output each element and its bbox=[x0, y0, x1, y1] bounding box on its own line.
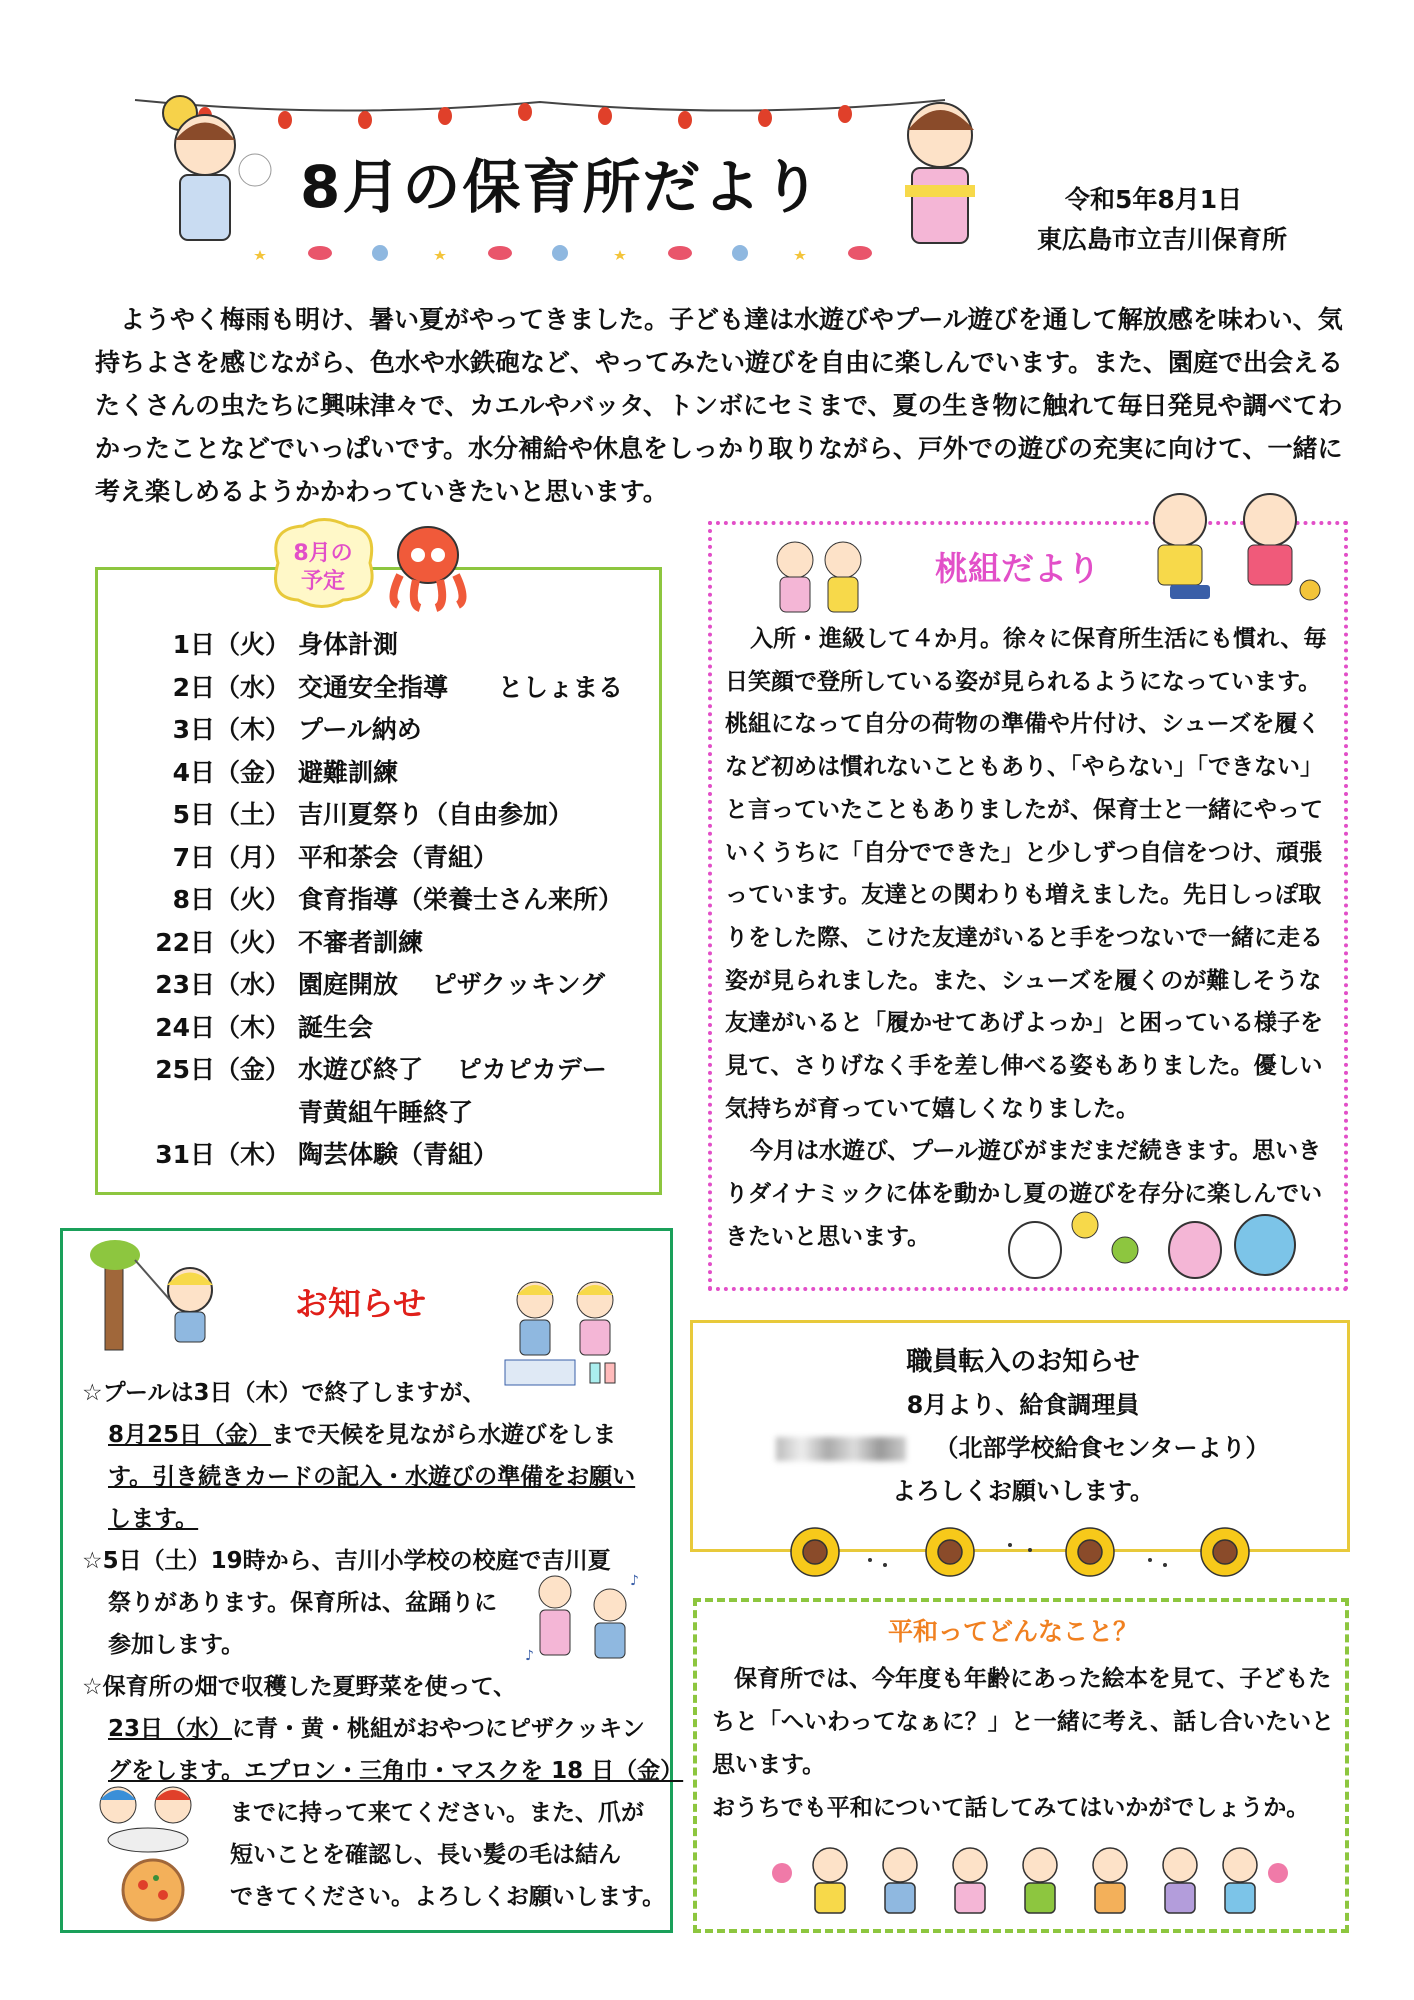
notice-line: できてください。よろしくお願いします。 bbox=[230, 1884, 666, 1910]
schedule-event: 避難訓練 bbox=[298, 757, 399, 787]
schedule-date: 8日（火） bbox=[172, 885, 290, 914]
schedule-event: 身体計測 bbox=[298, 630, 399, 659]
schedule-event: 青黄組午睡終了 bbox=[298, 1097, 474, 1127]
schedule-badge-line1: 8月の bbox=[293, 541, 353, 566]
peace-text bbox=[712, 1658, 1337, 1830]
schedule-date: 2日（水） bbox=[172, 672, 290, 702]
issue-date: 令和5年8月1日 bbox=[1065, 185, 1243, 214]
notice-line: ☆保育所の畑で収穫した夏野菜を使って、 bbox=[82, 1674, 517, 1700]
notice-title: お知らせ bbox=[295, 1284, 427, 1323]
notice-line bbox=[108, 1708, 645, 1751]
schedule-event: プール納め bbox=[298, 715, 422, 744]
schedule-event: 吉川夏祭り（自由参加） bbox=[298, 800, 574, 829]
bon-dance-children-illustration-icon bbox=[520, 1570, 645, 1665]
peace-paragraph: 保育所では、今年度も年齢にあった絵本を見て、子どもたちと「へいわってなぁに？」と一緒に考え、話し合いたいと思います。 bbox=[712, 1666, 1335, 1778]
momo-paragraph: 入所・進級して４か月。徐々に保育所生活にも慣れ、毎日笑顔で登所している姿が見られるようになっています。桃組になって自分の荷物の準備や片付け、シューズを履くなど初めは慣れないこともあり、「やらない」「できない」と言っていたこともありましたが、保育士と一緒にやっていくうちに「自分でできた」と少しずつ自信をつけ、頑張っています。友達との関わりも増えました。先日しっぽ取りをした際、こけた友達がいると手をつないで一緒に走る姿が見られました。また、シューズを履くのが難しそうな友達がいると「履かせてあげよっか」と困っている様子を見て、さりげなく手を差し伸べる姿もありました。優しい気持ちが育っていて嬉しくなりました。 bbox=[725, 626, 1327, 1122]
children-playing-illustration-icon bbox=[1130, 485, 1340, 605]
schedule-event: 不審者訓練 bbox=[298, 927, 424, 957]
notice-line: 参加します。 bbox=[108, 1632, 245, 1658]
redacted-name bbox=[776, 1437, 906, 1461]
notice-line: ☆5日（土）19時から、吉川小学校の校庭で吉川夏 bbox=[82, 1548, 611, 1574]
schedule-event: 交通安全指導 としょまる bbox=[298, 672, 624, 702]
festival-decoration-icon bbox=[220, 235, 900, 265]
notice-line: までに持って来てください。また、爪が bbox=[230, 1800, 644, 1826]
svg-text:♪: ♪ bbox=[525, 1648, 534, 1664]
child-catching-bugs-illustration-icon bbox=[95, 1240, 240, 1355]
schedule-date: 23日（水） bbox=[155, 970, 290, 999]
notice-text: まで天候を見ながら水遊びをしま bbox=[271, 1422, 617, 1448]
page-title: 8月の保育所だより bbox=[300, 153, 823, 221]
water-play-animals-illustration-icon bbox=[995, 1205, 1305, 1285]
staff-notice-line bbox=[693, 1428, 1353, 1463]
schedule-date: 5日（土） bbox=[172, 800, 290, 829]
staff-notice-line: 8月より、給食調理員 bbox=[906, 1391, 1140, 1419]
notice-date-highlight: 23日（水） bbox=[108, 1716, 233, 1742]
school-name: 東広島市立吉川保育所 bbox=[1037, 225, 1288, 254]
schedule-date: 22日（火） bbox=[155, 927, 290, 957]
notice-line bbox=[108, 1414, 616, 1457]
notice-line: す。引き続きカードの記入・水遊びの準備をお願い bbox=[108, 1464, 636, 1490]
intro-paragraph: ようやく梅雨も明け、暑い夏がやってきました。子ども達は水遊びやプール遊びを通して解放感を味わい、気持ちよさを感じながら、色水や水鉄砲など、やってみたい遊びを自由に楽しんでいます。また、園庭で出会えるたくさんの虫たちに興味津々で、カエルやバッタ、トンボにセミまで、夏の生き物に触れて毎日発見や調べてわかったことなどでいっぱいです。水分補給や休息をしっかり取りながら、戸外での遊びの充実に向けて、一緒に考え楽しめるようかかわっていきたいと思います。 bbox=[95, 305, 1344, 506]
peace-title: 平和ってどんなこと？ bbox=[888, 1617, 1139, 1646]
schedule-date: 7日（月） bbox=[172, 842, 290, 872]
schedule-date: 1日（火） bbox=[172, 630, 290, 659]
svg-text:♪: ♪ bbox=[630, 1573, 639, 1589]
notice-text: に青・黄・桃組がおやつにピザクッキン bbox=[232, 1716, 645, 1742]
staff-notice-origin: （北部学校給食センターより） bbox=[934, 1434, 1270, 1462]
schedule-event: 誕生会 bbox=[298, 1012, 374, 1042]
schedule-event: 陶芸体験（青組） bbox=[298, 1140, 499, 1169]
sunflower-row-icon bbox=[770, 1525, 1270, 1580]
notice-line: ☆プールは3日（木）で終了しますが、 bbox=[82, 1380, 486, 1406]
schedule-event: 水遊び終了 ピカピカデー bbox=[298, 1055, 607, 1084]
schedule-event: 平和茶会（青組） bbox=[298, 842, 499, 872]
schedule-date: 24日（木） bbox=[155, 1012, 290, 1042]
staff-notice-title: 職員転入のお知らせ bbox=[906, 1347, 1140, 1377]
staff-notice-line: よろしくお願いします。 bbox=[891, 1477, 1155, 1505]
toddlers-illustration-icon bbox=[765, 535, 875, 615]
notice-line: グをします。エプロン・三角巾・マスクを 18 日（金） bbox=[108, 1758, 684, 1784]
schedule-date: 4日（金） bbox=[172, 757, 290, 787]
schedule-date: 25日（金） bbox=[155, 1055, 290, 1084]
peace-paragraph: おうちでも平和について話してみてはいかがでしょうか。 bbox=[712, 1795, 1310, 1821]
schedule-event: 食育指導（栄養士さん来所） bbox=[298, 885, 624, 914]
staff-notice-box bbox=[690, 1320, 1350, 1552]
notice-line: 祭りがあります。保育所は、盆踊りに bbox=[108, 1590, 498, 1616]
momo-paragraph: 今月は水遊び、プール遊びがまだまだ続きます。思いきりダイナミックに体を動かし夏の遊びを存分に楽しんでいきたいと思います。 bbox=[725, 1138, 1323, 1250]
schedule-badge-line2: 予定 bbox=[300, 569, 346, 594]
schedule-date: 3日（木） bbox=[172, 715, 290, 744]
momo-class-title: 桃組だより bbox=[935, 549, 1100, 588]
notice-line: します。 bbox=[108, 1506, 199, 1532]
octopus-icon bbox=[378, 520, 478, 610]
pizza-cooking-illustration-icon bbox=[78, 1780, 228, 1920]
notice-date-highlight: 8月25日（金） bbox=[108, 1422, 272, 1448]
notice-line: 短いことを確認し、長い髪の毛は結ん bbox=[230, 1842, 621, 1868]
schedule-event: 園庭開放 ピザクッキング bbox=[298, 970, 605, 999]
schedule-badge-icon bbox=[268, 518, 378, 608]
schedule-date: 31日（木） bbox=[155, 1140, 290, 1169]
intro-text bbox=[95, 298, 1345, 513]
children-color-water-illustration-icon bbox=[500, 1275, 635, 1390]
children-holding-hands-icon bbox=[770, 1843, 1290, 1918]
momo-class-text bbox=[725, 618, 1337, 1259]
